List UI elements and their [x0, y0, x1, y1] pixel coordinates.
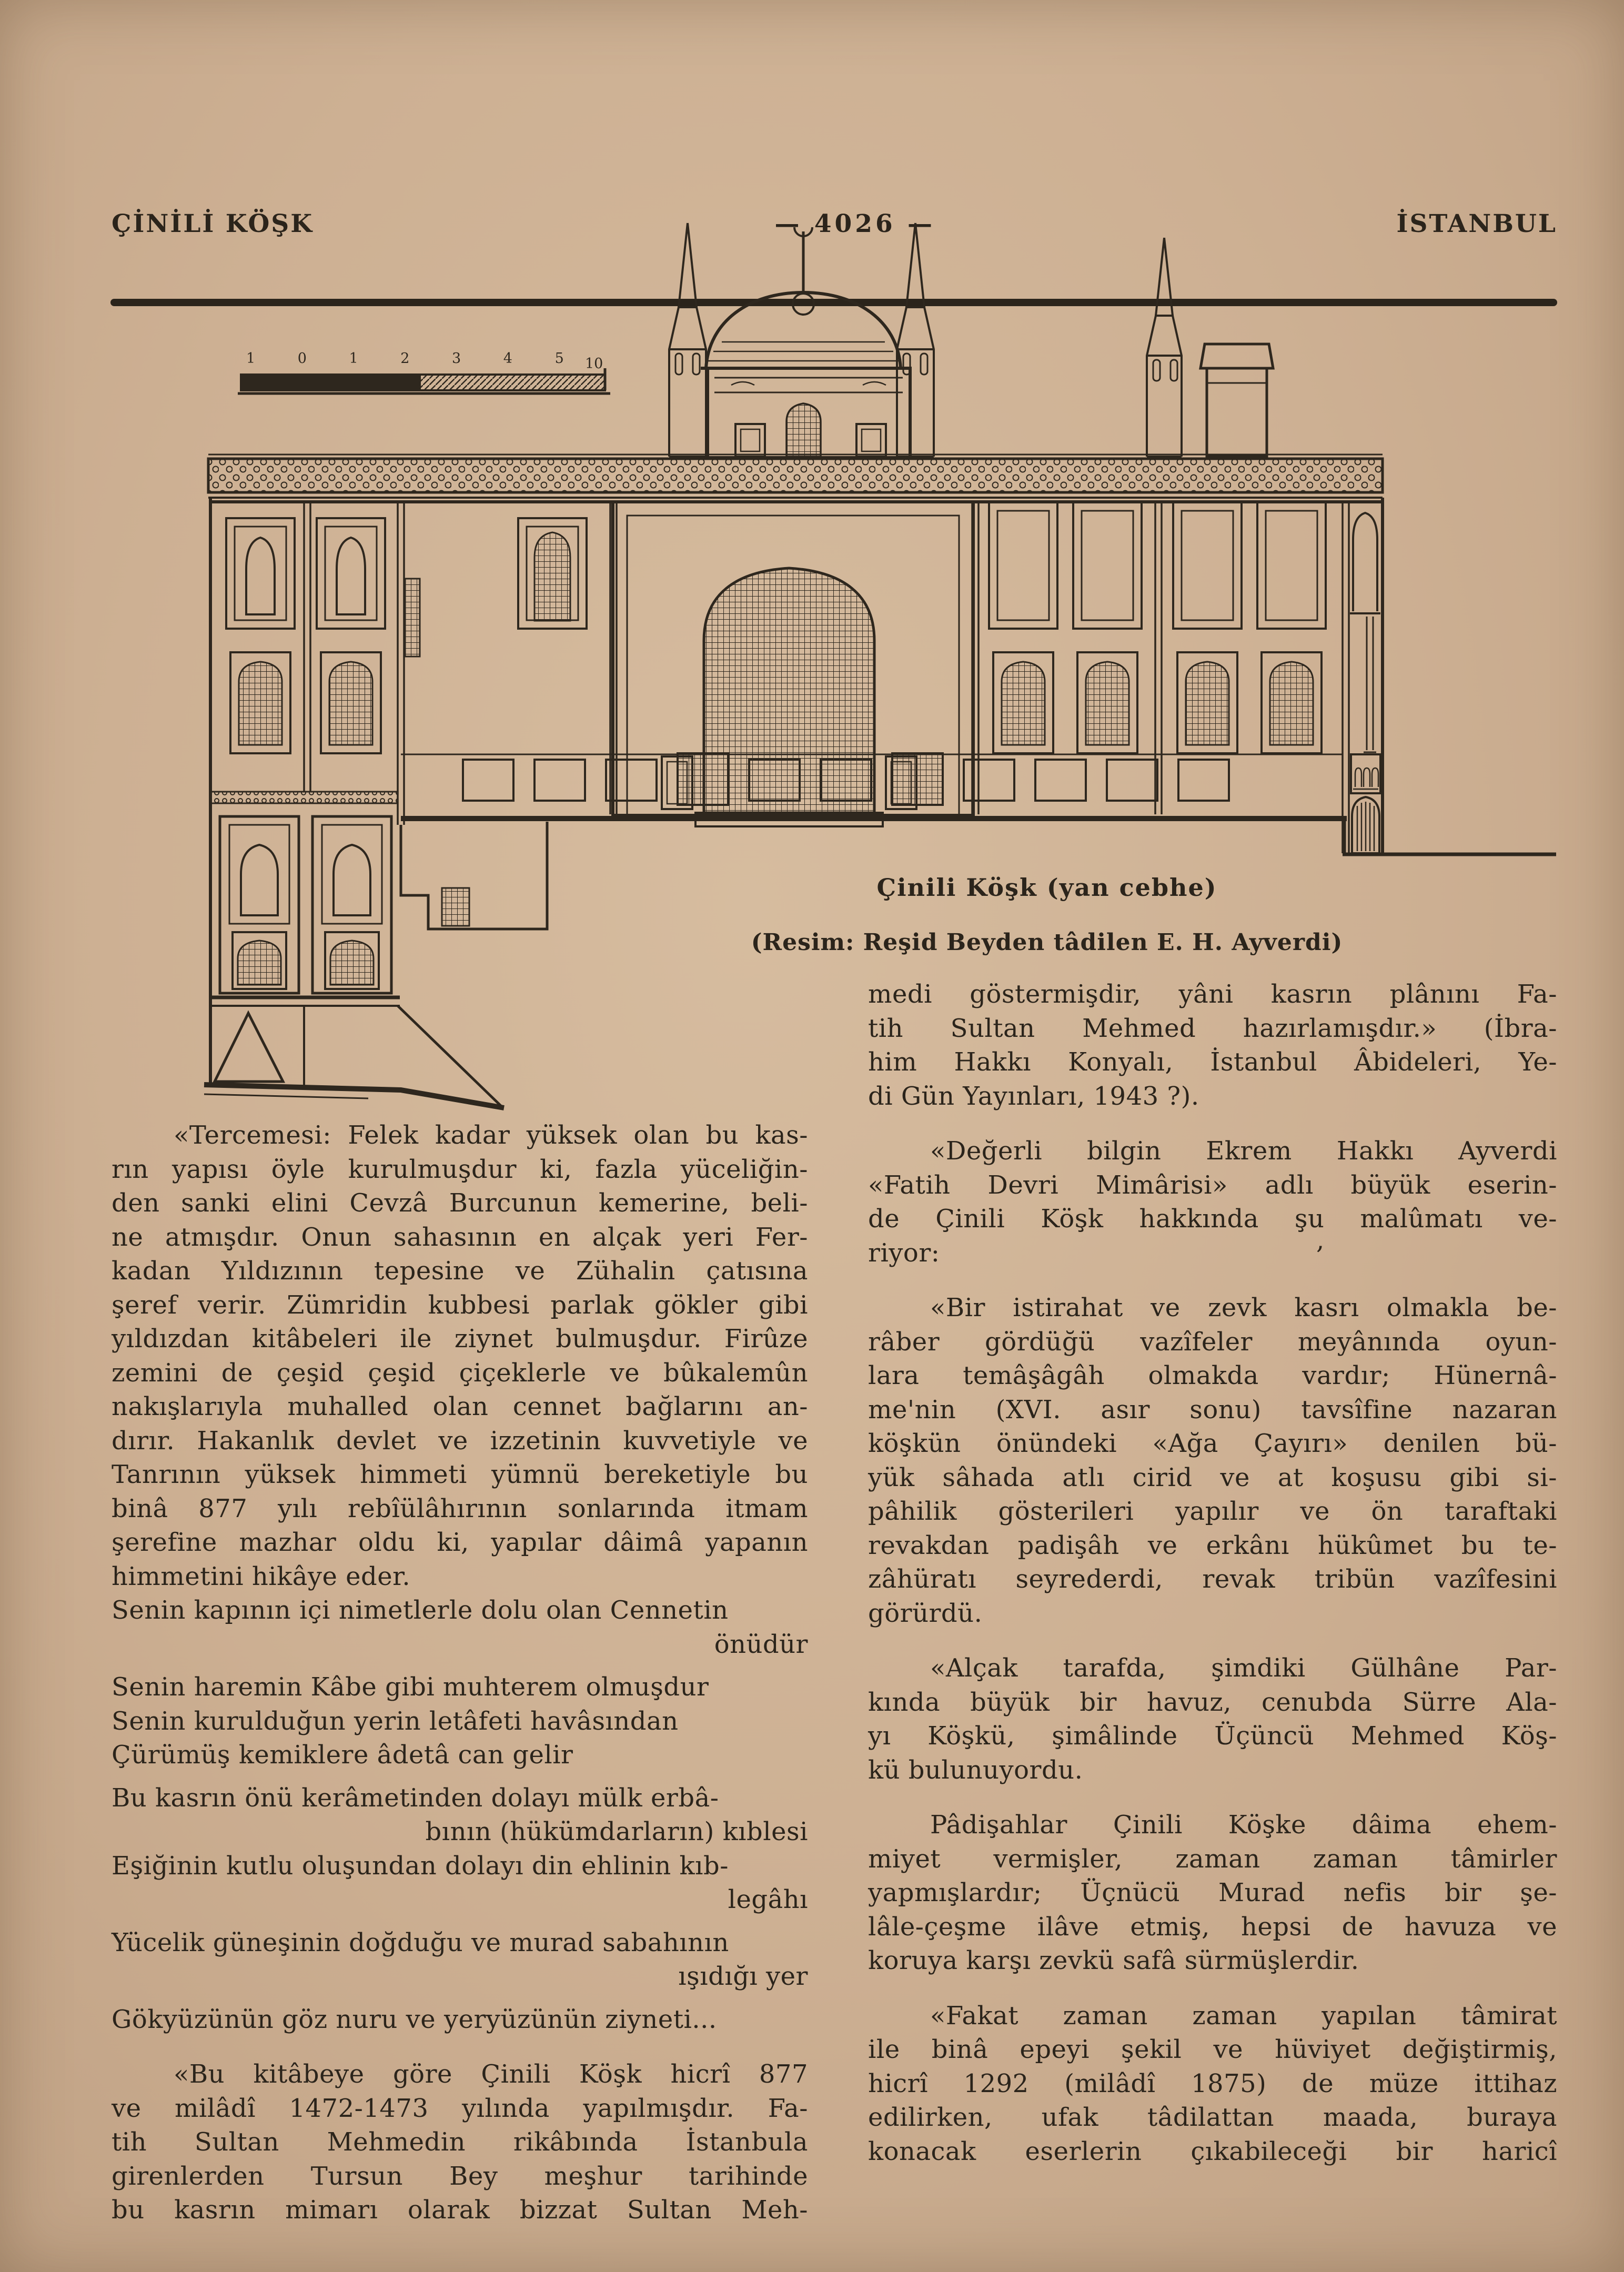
figure-caption: [668, 873, 1426, 956]
text-line: revakdan padişâh ve erkânı hükûmet bu te-: [868, 1530, 1557, 1560]
elevation-lines: [204, 223, 1556, 1108]
text-line: «Fakat zaman zaman yapılan tâmirat: [930, 2001, 1557, 2031]
wing-upper-panels: [989, 502, 1326, 629]
text-line: yapmışlardır; Üçnücü Murad nefis bir şe-: [868, 1878, 1557, 1907]
text-line: köşkün önündeki «Ağa Çayırı» denilen bü-: [868, 1429, 1557, 1458]
text-line: «Bir istirahat ve zevk kasrı olmakla be-: [930, 1293, 1557, 1322]
text-line: hicrî 1292 (milâdî 1875) de müze ittihaz: [868, 2068, 1557, 2098]
running-title-left: ÇİNİLİ KÖŞK: [112, 209, 314, 238]
text-line: lara temâşâgâh olmakda vardır; Hünernâ-: [868, 1361, 1557, 1390]
text-line: nakışlarıyla muhalled olan cennet bağlarını an-: [112, 1392, 808, 1421]
text-line: de Çinili Köşk hakkında şu malûmatı ve-: [868, 1204, 1557, 1234]
text-line: ve milâdî 1472-1473 yılında yapılmışdır. Fa-: [112, 2093, 808, 2123]
sloped-base: [204, 1085, 504, 1108]
text-line: bının (hükümdarların) kıblesi: [425, 1817, 808, 1846]
text-line: bu kasrın mimarı olarak bizzat Sultan Meh-: [112, 2195, 808, 2225]
text-line: tih Sultan Mehmed hazırlamışdır.» (İbra-: [868, 1013, 1557, 1043]
text-line: konacak eserlerin çıkabileceği bir haricî: [868, 2136, 1557, 2166]
beaded-course: [210, 792, 398, 803]
text-line: Tanrının yüksek himmeti yümnü bereketiyle bu: [112, 1460, 808, 1489]
text-line: «Tercemesi: Felek kadar yüksek olan bu kas-: [174, 1120, 808, 1150]
text-line: kü bulunuyordu.: [868, 1755, 1083, 1785]
text-line: önüdür: [714, 1629, 808, 1659]
basement-grille-1: [678, 753, 728, 805]
text-line: girenlerden Tursun Bey meşhur tarihinde: [112, 2161, 808, 2191]
text-line: pâhilik gösterileri yapılır ve ön taraftaki: [868, 1497, 1557, 1526]
arabesque-panel: [442, 888, 469, 926]
text-line: edilirken, ufak tâdilattan maada, buraya: [868, 2103, 1557, 2132]
right-end-bay: [1343, 513, 1556, 854]
text-line: Pâdişahlar Çinili Köşke dâima ehem-: [930, 1810, 1557, 1840]
text-line: me'nin (XVI. asır sonu) tavsîfine nazaran: [868, 1395, 1557, 1425]
running-title-right: İSTANBUL: [1396, 209, 1557, 238]
text-line: ışıdığı yer: [678, 1962, 808, 1991]
text-line: yük sâhada atlı cirid ve at koşusu gibi si-: [868, 1462, 1557, 1492]
text-line: koruya karşı zevkü safâ sürmüşlerdir.: [868, 1946, 1359, 1975]
text-line: Eşiğinin kutlu oluşundan dolayı din ehlinin kıb-: [112, 1851, 729, 1881]
text-line: rın yapısı öyle kurulmuşdur ki, fazla yüceliğin-: [112, 1154, 808, 1184]
scale-bar-end-number: 10: [585, 356, 603, 372]
text-line: ne atmışdır. Onun sahasının en alçak yeri Fer-: [112, 1222, 808, 1252]
text-line: ile binâ epeyi şekil ve hüviyet değiştirmiş,: [868, 2035, 1557, 2064]
text-column-right: [868, 977, 1557, 2168]
text-line: miyet vermişler, zaman zaman tâmirler: [868, 1844, 1557, 1874]
basement-grille-2: [892, 753, 943, 805]
text-line: zemini de çeşid çeşid çiçeklerle ve bûkalemûn: [112, 1358, 808, 1388]
text-line: «Alçak tarafda, şimdiki Gülhâne Par-: [930, 1653, 1557, 1683]
text-line: lâle-çeşme ilâve etmiş, hepsi de havuza ve: [868, 1912, 1557, 1942]
text-line: Senin kurulduğun yerin letâfeti havâsından: [112, 1706, 679, 1736]
text-line: Senin haremin Kâbe gibi muhterem olmuşdur: [112, 1672, 709, 1702]
text-line: şeref verir. Zümridin kubbesi parlak gökler gibi: [112, 1290, 808, 1320]
text-line: «Bu kitâbeye göre Çinili Köşk hicrî 877: [174, 2059, 808, 2089]
scale-bar: [238, 350, 610, 393]
text-line: him Hakkı Konyalı, İstanbul Âbideleri, Ye-: [868, 1047, 1557, 1077]
text-line: yı Köşkü, şimâlinde Üçüncü Mehmed Köş-: [868, 1721, 1557, 1751]
right-spire: [1147, 238, 1182, 457]
text-line: şerefine mazhar oldu ki, yapılar dâimâ yapanın: [112, 1528, 808, 1557]
text-line: binâ 877 yılı rebîülâhırının sonlarında itmam: [112, 1493, 808, 1523]
page-number: — 4026 —: [774, 209, 936, 238]
text-line: legâhı: [728, 1885, 808, 1914]
stepped-wall: [401, 822, 547, 929]
text-line: Bu kasrın önü kerâmetinden dolayı mülk erbâ-: [112, 1783, 719, 1813]
text-line: Gökyüzünün göz nuru ve yeryüzünün ziyneti...: [112, 2004, 717, 2034]
text-line: «Fatih Devri Mimârisi» adlı büyük eserin-: [868, 1170, 1557, 1200]
drum-grille-window: [786, 403, 821, 457]
text-line: «Değerli bilgin Ekrem Hakkı Ayverdi: [930, 1136, 1557, 1166]
text-line: di Gün Yayınları, 1943 ?).: [868, 1081, 1199, 1111]
text-line: kadan Yıldızının tepesine ve Zühalin çatısına: [112, 1256, 808, 1286]
text-line: zâhüratı seyrederdi, revak tribün vazîfesini: [868, 1564, 1557, 1594]
text-line: himmetini hikâye eder.: [112, 1561, 411, 1591]
cornice-band: [208, 455, 1383, 498]
wall-grille-window: [405, 518, 587, 657]
dome: [701, 227, 906, 368]
iwan-grid-arch: [704, 568, 874, 813]
text-line: görürdü.: [868, 1598, 983, 1628]
text-line: yıldızdan kitâbeleri ile ziynet bulmuşdur. Firûze: [112, 1324, 808, 1354]
tower-upper-windows: [226, 518, 385, 629]
text-line: riyor:: [868, 1238, 940, 1268]
text-line: den sanki elini Cevzâ Burcunun kemerine, beli-: [112, 1188, 808, 1218]
caption-credit: (Resim: Reşid Beyden tâdilen E. H. Ayverdi): [751, 929, 1343, 956]
chimney: [1201, 344, 1273, 457]
stray-comma-artifact: ,: [1316, 1226, 1325, 1255]
text-line: Senin kapının içi nimetlerle dolu olan Cennetin: [112, 1596, 729, 1625]
caption-title: Çinili Köşk (yan cebhe): [876, 873, 1217, 902]
text-line: râber gördüğü vazîfeler meyânında oyun-: [868, 1327, 1557, 1357]
tower-lowest-level: [204, 997, 504, 1108]
mid-spire: [897, 223, 934, 457]
text-line: dırır. Hakanlık devlet ve izzetinin kuvvetiyle ve: [112, 1426, 808, 1456]
scale-bar-numbers: 1 0 1 2 3 4 5: [246, 350, 583, 367]
text-line: tih Sultan Mehmedin rikâbında İstanbula: [112, 2127, 808, 2157]
text-column-left: [112, 1118, 808, 2227]
dome-drum-block: [708, 368, 910, 458]
text-line: kında büyük bir havuz, cenubda Sürre Ala-: [868, 1687, 1557, 1717]
triangle-brace: [215, 1013, 283, 1082]
text-line: Yücelik güneşinin doğduğu ve murad sabahının: [112, 1927, 729, 1957]
left-spire: [669, 223, 706, 457]
text-line: Çürümüş kemiklere âdetâ can gelir: [112, 1740, 573, 1770]
tower-middle-floor: [210, 792, 398, 993]
text-line: medi göstermişdir, yâni kasrın plânını Fa-: [868, 980, 1557, 1009]
